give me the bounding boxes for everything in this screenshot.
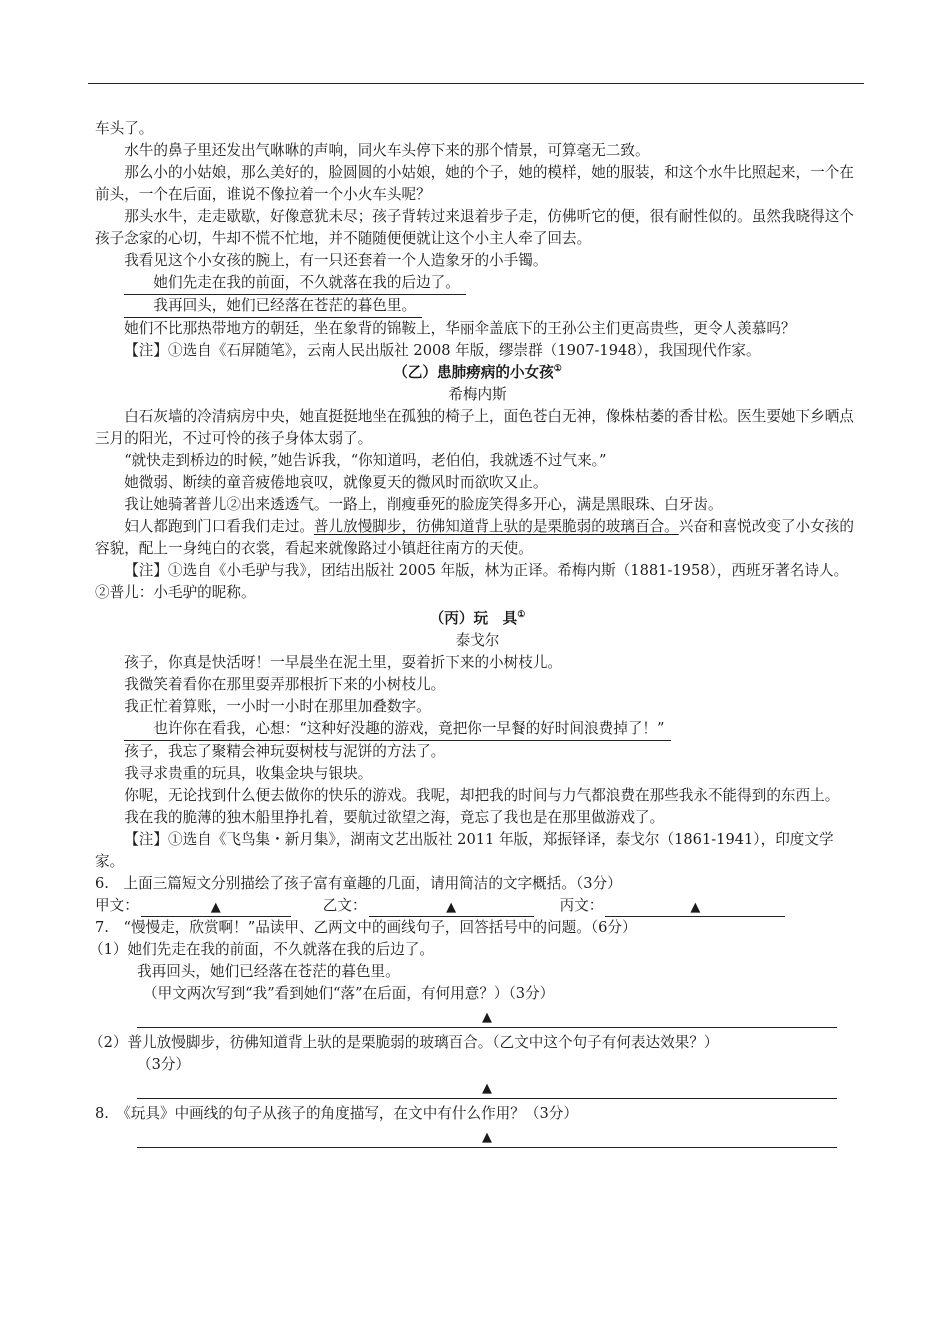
text-c-p5: 孩子，我忘了聚精会神玩耍树枝与泥饼的方法了。 (124, 743, 446, 760)
text-a-p4: 那头水牛，走走歇歇，好像意犹未尽；孩子背转过来退着步子走，仿佛听它的便，很有耐性似的。虽然我晓得这个孩子念家的心切，牛却不慌不忙地，并不随随便便就让这个小主人牵了回去。 (95, 208, 854, 247)
text-c-underlined-sentence: 也许你在看我，心想：“这种好没趣的游戏，竟把你一早餐的好时间浪费掉了！” (124, 718, 670, 741)
text-b-title (95, 362, 860, 384)
text-a-p5: 我看见这个小女孩的腕上，有一只还套着一个人造象牙的小手镯。 (124, 252, 548, 269)
text-c-title (95, 608, 860, 630)
exam-page (89, 118, 860, 1148)
q6-answer-b-field[interactable] (369, 898, 534, 917)
question-8-answer-line[interactable] (137, 1125, 837, 1148)
answer-marker-icon: ▲ (482, 1010, 492, 1025)
question-7-2-score: （3分） (137, 1056, 191, 1073)
text-a-note: 【注】①选自《石屏随笔》，云南人民出版社 2008 年版，缪崇群（1907-1948），我国现代作家。 (124, 342, 761, 359)
text-a-underlined-sentence-2: 我再回头，她们已经落在苍茫的暮色里。 (124, 295, 422, 318)
text-c-p3: 我正忙着算账，一小时一小时在那里加叠数字。 (124, 698, 431, 715)
q6-label-a: 甲文： (95, 897, 139, 914)
question-7-1-ask: （甲文两次写到“我”看到她们“落”在后面，有何用意？）（3分） (143, 985, 555, 1002)
text-b-title-mark: ① (553, 364, 562, 375)
question-7-2: （2）普儿放慢脚步，彷佛知道背上驮的是栗脆弱的玻璃百合。（乙文中这个句子有何表达效果？） (89, 1034, 719, 1051)
text-a-p3: 那么小的小姑娘，那么美好的，脸圆圆的小姑娘，她的个子，她的模样，她的服装，和这个水牛比照起来，一个在前头，一个在后面，谁说不像拉着一个小火车头呢？ (95, 164, 854, 203)
text-c-author: 泰戈尔 (455, 632, 500, 649)
text-c-p2: 我微笑着看你在那里耍弄那根折下来的小树枝儿。 (124, 676, 446, 693)
question-7-1-answer-line[interactable] (137, 1005, 837, 1028)
q6-answer-a-field[interactable] (141, 898, 291, 917)
answer-marker-icon: ▲ (210, 900, 221, 915)
text-b-p2: “就快走到桥边的时候，”她告诉我，“你知道吗，老伯伯，我就透不过气来。” (124, 452, 607, 469)
text-a (95, 118, 860, 362)
text-c-note: 【注】①选自《飞鸟集・新月集》，湖南文艺出版社 2011 年版，郑振铎译，泰戈尔（1861-1941），印度文学家。 (95, 831, 834, 870)
text-c-p8: 我在我的脆薄的独木船里挣扎着，要航过欲望之海，竟忘了我也是在那里做游戏了。 (124, 809, 665, 826)
text-b-author: 希梅内斯 (448, 386, 507, 403)
question-8: 8. 《玩具》中画线的句子从孩子的角度描写，在文中有什么作用？（3分） (95, 1105, 578, 1122)
text-b-p5 (95, 516, 860, 560)
text-b-note: 【注】①选自《小毛驴与我》，团结出版社 2005 年版，林为正译。希梅内斯（1881-1958），西班牙著名诗人。②普儿：小毛驴的昵称。 (95, 562, 849, 601)
text-b-p3: 她微弱、断续的童音疲倦地哀叹，就像夏天的微风时而欲吹又止。 (124, 474, 548, 491)
header-rule (88, 83, 864, 84)
text-c-title-text: （丙）玩 具 (429, 610, 518, 627)
text-b-p5-after: 兴奋和喜悦改变了小女孩的容貌，配上一身纯白的衣裳，看起来就像路过小镇赶往南方的天使。 (95, 518, 854, 557)
text-b (95, 362, 860, 604)
q6-label-b: 乙文： (322, 897, 367, 914)
answer-marker-icon: ▲ (690, 900, 701, 915)
question-7: 7. “慢慢走，欣赏啊！”品读甲、乙两文中的画线句子，回答括号中的问题。（6分） (95, 919, 637, 936)
text-a-p1: 车头了。 (95, 120, 154, 137)
text-b-p1: 白石灰墙的冷清病房中央，她直挺挺地坐在孤独的椅子上，面色苍白无神，像株枯萎的香甘松。医生要她下乡晒点三月的阳光，不过可怜的孩子身体太弱了。 (95, 408, 854, 447)
q6-answer-c-field[interactable] (605, 898, 785, 917)
text-b-p5-before: 妇人都跑到门口看我们走过。 (124, 518, 314, 535)
text-a-p8: 她们不比那热带地方的朝廷，坐在象背的锦鞍上，华丽伞盖底下的王孙公主们更高贵些，更令人羡慕吗？ (124, 320, 796, 337)
text-a-p2: 水牛的鼻子里还发出气咻咻的声响，同火车头停下来的那个情景，可算毫无二致。 (124, 142, 650, 159)
question-7-1-line2: 我再回头，她们已经落在苍茫的暮色里。 (137, 963, 400, 980)
question-7-2-answer-line[interactable] (137, 1076, 837, 1099)
question-6: 6. 上面三篇短文分别描绘了孩子富有童趣的几面，请用简洁的文字概括。（3分） (95, 875, 622, 892)
text-b-p4: 我让她骑著普儿②出来透透气。一路上，削瘦垂死的脸庞笑得多开心，满是黑眼珠、白牙齿。 (124, 496, 723, 513)
text-c-p1: 孩子，你真是快活呀！一早晨坐在泥土里，耍着折下来的小树枝儿。 (124, 654, 563, 671)
text-c-p6: 我寻求贵重的玩具，收集金块与银块。 (124, 765, 373, 782)
text-c-title-mark: ① (517, 610, 526, 621)
text-b-underlined-sentence: 普儿放慢脚步，彷佛知道背上驮的是栗脆弱的玻璃百合。 (313, 518, 679, 535)
answer-marker-icon: ▲ (482, 1130, 492, 1145)
questions (89, 873, 860, 1148)
q6-label-c: 丙文： (559, 897, 604, 914)
question-7-1-line1: （1）她们先走在我的前面，不久就落在我的后边了。 (89, 941, 434, 958)
text-a-underlined-sentence-1: 她们先走在我的前面，不久就落在我的后边了。 (124, 272, 466, 295)
text-c (95, 608, 860, 873)
text-c-p7: 你呢，无论找到什么便去做你的快乐的游戏。我呢，却把我的时间与力气都浪费在那些我永不能得到的东西上。 (124, 787, 840, 804)
question-6-answer-row (95, 895, 860, 917)
text-b-title-text: （乙）患肺痨病的小女孩 (393, 364, 554, 381)
answer-marker-icon: ▲ (446, 900, 457, 915)
answer-marker-icon: ▲ (482, 1081, 492, 1096)
